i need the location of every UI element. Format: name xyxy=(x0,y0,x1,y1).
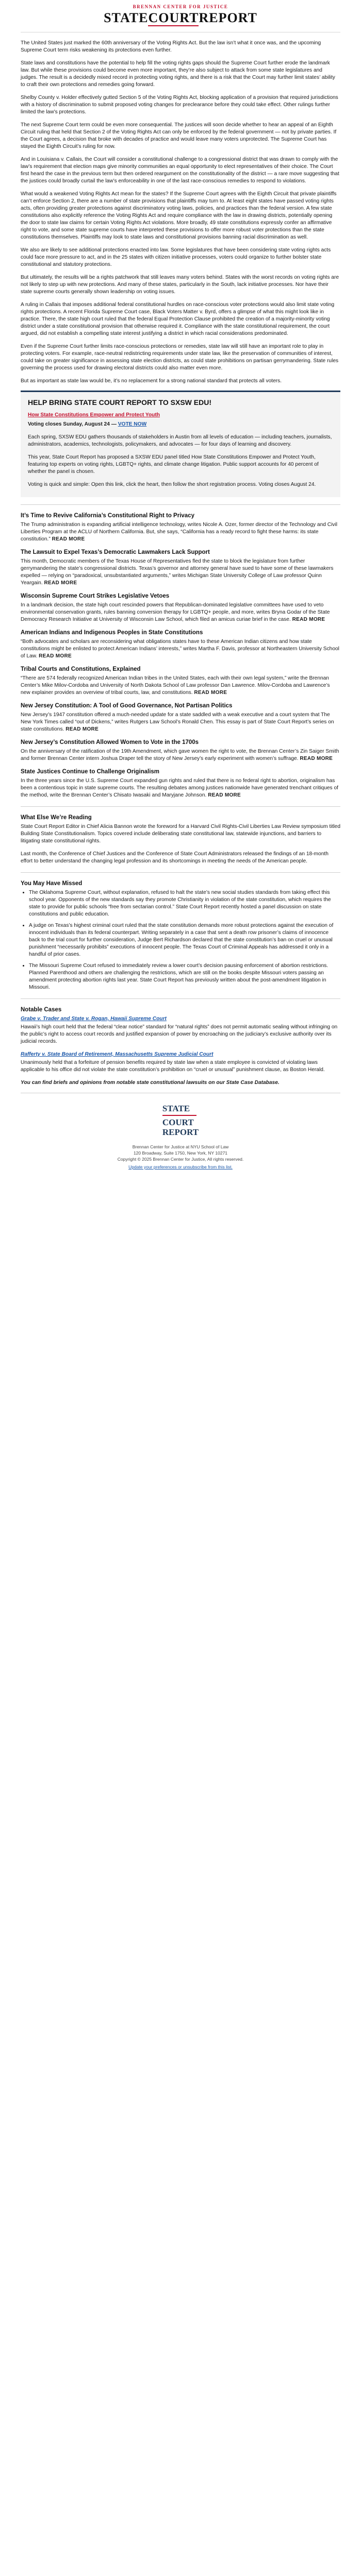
read-more-link[interactable]: READ MORE xyxy=(300,756,333,761)
sxsw-paragraph: Each spring, SXSW EDU gathers thousands of stakeholders in Austin from all levels of education — including teachers, journalists, administrators, academics, technologists, policymakers, and advocates — for four days of learning and discovery. xyxy=(28,434,332,447)
reading-paragraph: Last month, the Conference of Chief Justices and the Conference of State Court Administrators released the findings of an 18-month effort to better understand the changing legal profession and its shortcomings in meeting the needs of the American people. xyxy=(21,851,329,864)
case-summary: Unanimously held that a forfeiture of pension benefits required by state law when a state employee is convicted of violating laws applicable to his office did not violate the state constitution’s prohibition on “cruel or unusual” punishment clause, as Boston Herald. xyxy=(21,1060,325,1073)
footer-logo-court: COURT xyxy=(162,1117,194,1127)
intro-paragraph: State laws and constitutions have the potential to help fill the voting rights gaps should the Supreme Court further erode the landmark law. But while these provisions could become even more important, they’re also subject to attack from some state legislatures and judges. The result is a decidedly mixed record in protecting voting rights, and there is a risk that the Court may further limit states’ ability to craft their own protections and remedies going forward. xyxy=(21,60,335,88)
read-more-link[interactable]: READ MORE xyxy=(44,580,77,586)
missed-heading: You May Have Missed xyxy=(21,880,83,887)
reading-section xyxy=(21,814,340,865)
intro-paragraph: And in Louisiana v. Callais, the Court will consider a constitutional challenge to a congressional district that was drawn to comply with the law’s requirement that election maps give minority communities an equal opportunity to elect representatives of their choice. The Court first heard the case in the previous term but then ordered reargument on the constitutionality of the district — a rare move suggesting that the justices could broadly curtail the law’s enforceability in one of the last race-conscious remedies to respond to violations. xyxy=(21,157,339,184)
story-body: New Jersey’s 1947 constitution offered a much-needed update for a state saddled with a weak executive and a court system that The New York Times called “out of Dickens,” writes Rutgers Law School’s Ronald Chen. This essay is part of State Court Report’s series on state constitutions. xyxy=(21,712,334,732)
sxsw-paragraph: This year, State Court Report has proposed a SXSW EDU panel titled How State Constitutions Empower and Protect Youth, featuring top experts on voting rights, LGBTQ+ rights, and climate change litigation. Public support accounts for 40 percent of whether the panel is chosen. xyxy=(28,454,319,474)
footer-logo-bar xyxy=(162,1115,196,1116)
footer-org: Brennan Center for Justice at NYU School of Law xyxy=(132,1144,229,1149)
sxsw-paragraph: Voting is quick and simple: Open this link, click the heart, then follow the short registration process. Voting closes August 24. xyxy=(28,482,316,487)
footer xyxy=(21,1093,340,1183)
intro-paragraph: The United States just marked the 60th anniversary of the Voting Rights Act. But the law isn’t what it once was, and the upcoming Supreme Court term risks weakening its protections even further. xyxy=(21,40,321,53)
case-summary: Hawaii’s high court held that the federal “clear notice” standard for “natural rights” does not permit automatic sealing without infringing on the public’s right to access court records and justified expansion of power by encroaching on the judiciary’s exclusive authority over its judicial records. xyxy=(21,1024,338,1044)
story-item xyxy=(21,549,340,587)
read-more-link[interactable]: READ MORE xyxy=(39,653,72,659)
story-item xyxy=(21,739,340,762)
masthead-kicker: BRENNAN CENTER FOR JUSTICE xyxy=(133,4,228,9)
missed-item: • The Oklahoma Supreme Court, without explanation, refused to halt the state’s new social studies standards from taking effect this school year. Opponents of the new standards say they promote Christianity in violation of the state constitution, which requires the state to provide for public schools “free from sectarian control.” State Court Report recently hosted a panel discussion on state constitutions and public education. xyxy=(29,889,340,918)
logo-report: REPORT xyxy=(199,10,257,25)
newsletter xyxy=(21,0,340,1183)
story-title-link[interactable]: New Jersey’s Constitution Allowed Women to Vote in the 1700s xyxy=(21,739,199,745)
story-body: On the anniversary of the ratification of the 19th Amendment, which gave women the right to vote, the Brennan Center’s Zin Saiger Smith and former Brennan Center intern Joshua Draper tell the story of New Jersey’s early experiment with women’s suffrage. xyxy=(21,749,339,761)
divider xyxy=(21,806,340,807)
missed-item: • The Missouri Supreme Court refused to immediately review a lower court’s decision pausing enforcement of abortion restrictions. Planned Parenthood and others are challenging the restrictions, which are still on the books despite Missouri voters passing an amendment protecting abortion rights last year. State Court Report has previously written about the post-amendment litigation in Missouri. xyxy=(29,962,340,991)
missed-section xyxy=(21,880,340,991)
story-body: “Both advocates and scholars are reconsidering what obligations states have to these American Indian citizens and how state constitutions might be enlisted to protect American Indians’ interests,” writes Martha F. Davis, professor at Northeastern University School of Law. xyxy=(21,639,339,659)
intro-article xyxy=(21,32,340,385)
masthead-logo[interactable] xyxy=(21,10,340,26)
sxsw-deadline: Voting closes Sunday, August 24 — xyxy=(28,421,118,427)
sxsw-vote-box xyxy=(21,391,340,497)
read-more-link[interactable]: READ MORE xyxy=(65,726,99,732)
logo-state: STATE xyxy=(104,10,149,25)
read-more-link[interactable]: READ MORE xyxy=(194,690,227,696)
sxsw-heading: HELP BRING STATE COURT REPORT TO SXSW EDU! xyxy=(28,398,211,406)
story-body: The Trump administration is expanding artificial intelligence technology, writes Nicole A. Ozer, former director of the Technology and Civil Liberties Program at the ACLU of Northern California. But, she says, “California has a ready record to fight these harms: its state constitution.” xyxy=(21,522,337,542)
story-item xyxy=(21,768,340,799)
cases-heading: Notable Cases xyxy=(21,1007,62,1013)
story-title-link[interactable]: American Indians and Indigenous Peoples in State Constitutions xyxy=(21,630,203,636)
footer-logo-state: STATE xyxy=(162,1104,190,1113)
footer-preferences-link[interactable]: Update your preferences or unsubscribe from this list. xyxy=(128,1164,233,1170)
story-body: In a landmark decision, the state high court rescinded powers that Republican-dominated legislative committees have used to veto environmental conservation grants, rules banning conversion therapy for LGBTQ+ people, and more, writes Bryna Godar of the State Democracy Research Initiative at University of Wisconsin Law School, which filed an amicus curiae brief in the case. xyxy=(21,602,330,622)
story-title-link[interactable]: The Lawsuit to Expel Texas’s Democratic Lawmakers Lack Support xyxy=(21,549,210,555)
story-item xyxy=(21,592,340,623)
story-item xyxy=(21,666,340,697)
story-body: This month, Democratic members of the Texas House of Representatives fled the state to block the legislature from further gerrymandering the state’s congressional districts. Texas’s governor and attorney general have sued to have some of these lawmakers expelled — relying on “paradoxical, unsubstantiated arguments,” writes Michigan State University College of Law professor Quinn Yeargain. xyxy=(21,558,334,586)
read-more-link[interactable]: READ MORE xyxy=(208,792,241,798)
story-title-link[interactable]: Tribal Courts and Constitutions, Explained xyxy=(21,666,141,672)
read-more-link[interactable]: READ MORE xyxy=(52,536,85,542)
footer-logo[interactable] xyxy=(162,1104,199,1137)
missed-item: • A judge on Texas’s highest criminal court ruled that the state constitution demands more robust protections against the execution of innocent individuals than its federal counterpart. Writing separately in a case that sent a death row prisoner’s claims of innocence back to the trial court for further consideration, Judge Bert Richardson declared that the state constitution’s ban on cruel or unusual punishment “necessarily prohibits” executions of innocent people. The Texas Court of Criminal Appeals has addressed it only in a handful of prior cases. xyxy=(29,922,340,958)
logo-court: COURT xyxy=(148,10,199,25)
masthead xyxy=(21,0,340,32)
sxsw-panel-link[interactable]: How State Constitutions Empower and Protect Youth xyxy=(28,412,160,418)
intro-paragraph: But as important as state law would be, it’s no replacement for a strong national standard that protects all voters. xyxy=(21,378,282,384)
story-body: “There are 574 federally recognized American Indian tribes in the United States, each with their own legal system,” write the Brennan Center’s Mike Milov-Cordoba and University of North Dakota School of Law professor Dan Lawrence. Milov-Cordoba and Lawrence’s new explainer provides an overview of tribal courts, law, and constitutions. xyxy=(21,675,330,696)
vote-now-link[interactable]: VOTE NOW xyxy=(118,421,147,427)
intro-paragraph: A ruling in Callais that imposes additional federal constitutional hurdles on race-conscious voter protections would also limit state voting rights protections. A recent Florida Supreme Court case, Black Voters Matter v. Byrd, offers a glimpse of what this might look like in practice. There, the state high court ruled that the federal Equal Protection Clause prohibited the creation of a majority-minority voting district under a state constitutional provision that otherwise required it. Compliance with the state constitutional requirement, the court argued, did not establish a compelling state interest justifying a district in which racial considerations predominated. xyxy=(21,302,335,336)
intro-paragraph: Even if the Supreme Court further limits race-conscious protections or remedies, state law will still have an important role to play in protecting voters. For example, race-neutral redistricting requirements under state law, like the preservation of communities of interest, could take on greater significance in assessing state election districts, as could state prohibitions on partisan gerrymandering. State rules governing the process used for drawing electoral districts could also matter even more. xyxy=(21,344,339,371)
reading-paragraph: State Court Report Editor in Chief Alicia Bannon wrote the foreword for a Harvard Civil Rights-Civil Liberties Law Review symposium titled Building State Constitutionalism. Topics covered include deliberating state constitutional law, statewide injunctions, and barriers to litigating state constitutional rights. xyxy=(21,824,340,844)
case-link[interactable]: Grabe v. Trader and State v. Rogan, Hawaii Supreme Court xyxy=(21,1016,167,1022)
footer-address: 120 Broadway, Suite 1750, New York, NY 10271 xyxy=(133,1150,228,1156)
footer-copyright: Copyright © 2025 Brennan Center for Justice, All rights reserved. xyxy=(117,1157,244,1162)
cases-section xyxy=(21,1006,340,1087)
story-item xyxy=(21,702,340,733)
intro-paragraph: What would a weakened Voting Rights Act mean for the states? If the Supreme Court agrees with the Eighth Circuit that private plaintiffs can’t enforce Section 2, there are a number of state provisions that plaintiffs may turn to. At least eight states have passed voting rights acts, often providing greater protections against discriminatory voting laws, policies, and practices than the federal version. A few state constitutions also explicitly reference the Voting Rights Act and require compliance with the law in drawing districts, potentially opening the door to state law claims for certain Voting Rights Act violations. More broadly, 49 state constitutions expressly confer an affirmative right to vote, and some state supreme courts have interpreted these provisions to offer more robust voter protections than the state constitutions themselves. Plaintiffs may look to state laws and constitutional provisions banning racial discrimination as well. xyxy=(21,191,337,240)
divider xyxy=(21,504,340,505)
intro-paragraph: But ultimately, the results will be a rights patchwork that still leaves many voters behind. States with the worst records on voting rights are not likely to step up with new protections. And many of these states, particularly in the South, lack initiative processes. Nor have their state supreme courts generally shown leadership on voting issues. xyxy=(21,275,339,295)
story-title-link[interactable]: New Jersey Constitution: A Tool of Good Governance, Not Partisan Politics xyxy=(21,703,233,709)
intro-paragraph: We also are likely to see additional protections enacted into law. Some legislatures that have been considering state voting rights acts could face more pressure to act, and in the 25 states with citizen initiative processes, voters could organize to further bolster state constitutional and statutory protections. xyxy=(21,247,331,267)
story-title-link[interactable]: State Justices Continue to Challenge Originalism xyxy=(21,769,160,775)
intro-paragraph: The next Supreme Court term could be even more consequential. The justices will soon decide whether to hear an appeal of an Eighth Circuit ruling that held that Section 2 of the Voting Rights Act can only be enforced by the federal government — not by private parties. If the Court agrees, a decision that broke with decades of practice and would leave many voters unprotected. The Supreme Court has stayed the Eighth Circuit’s ruling for now. xyxy=(21,122,337,149)
story-title-link[interactable]: It’s Time to Revive California’s Constitutional Right to Privacy xyxy=(21,513,194,519)
case-database-cta[interactable]: You can find briefs and opinions from notable state constitutional lawsuits on our State Case Database. xyxy=(21,1080,280,1086)
story-title-link[interactable]: Wisconsin Supreme Court Strikes Legislative Vetoes xyxy=(21,593,170,599)
missed-list xyxy=(21,889,340,991)
intro-paragraph: Shelby County v. Holder effectively gutted Section 5 of the Voting Rights Act, blocking application of a provision that required jurisdictions with a history of discrimination to submit proposed voting changes for preclearance before they could take effect. Other rulings further limited the law’s protections. xyxy=(21,95,338,115)
reading-heading: What Else We’re Reading xyxy=(21,815,92,821)
story-item xyxy=(21,512,340,543)
story-item xyxy=(21,629,340,660)
read-more-link[interactable]: READ MORE xyxy=(292,617,325,622)
case-link[interactable]: Rafferty v. State Board of Retirement, Massachusetts Supreme Judicial Court xyxy=(21,1052,214,1057)
stories-section xyxy=(21,512,340,799)
divider xyxy=(21,998,340,999)
footer-logo-report: REPORT xyxy=(162,1127,199,1137)
divider xyxy=(21,872,340,873)
story-body: In the three years since the U.S. Supreme Court expanded gun rights and ruled that there is no federal right to abortion, originalism has been a contentious topic in state supreme courts. The resulting debates among justices nationwide have generated trenchant critiques of the method, write the Brennan Center’s Chisato Iwasaki and Maryjane Johnson. xyxy=(21,778,338,798)
